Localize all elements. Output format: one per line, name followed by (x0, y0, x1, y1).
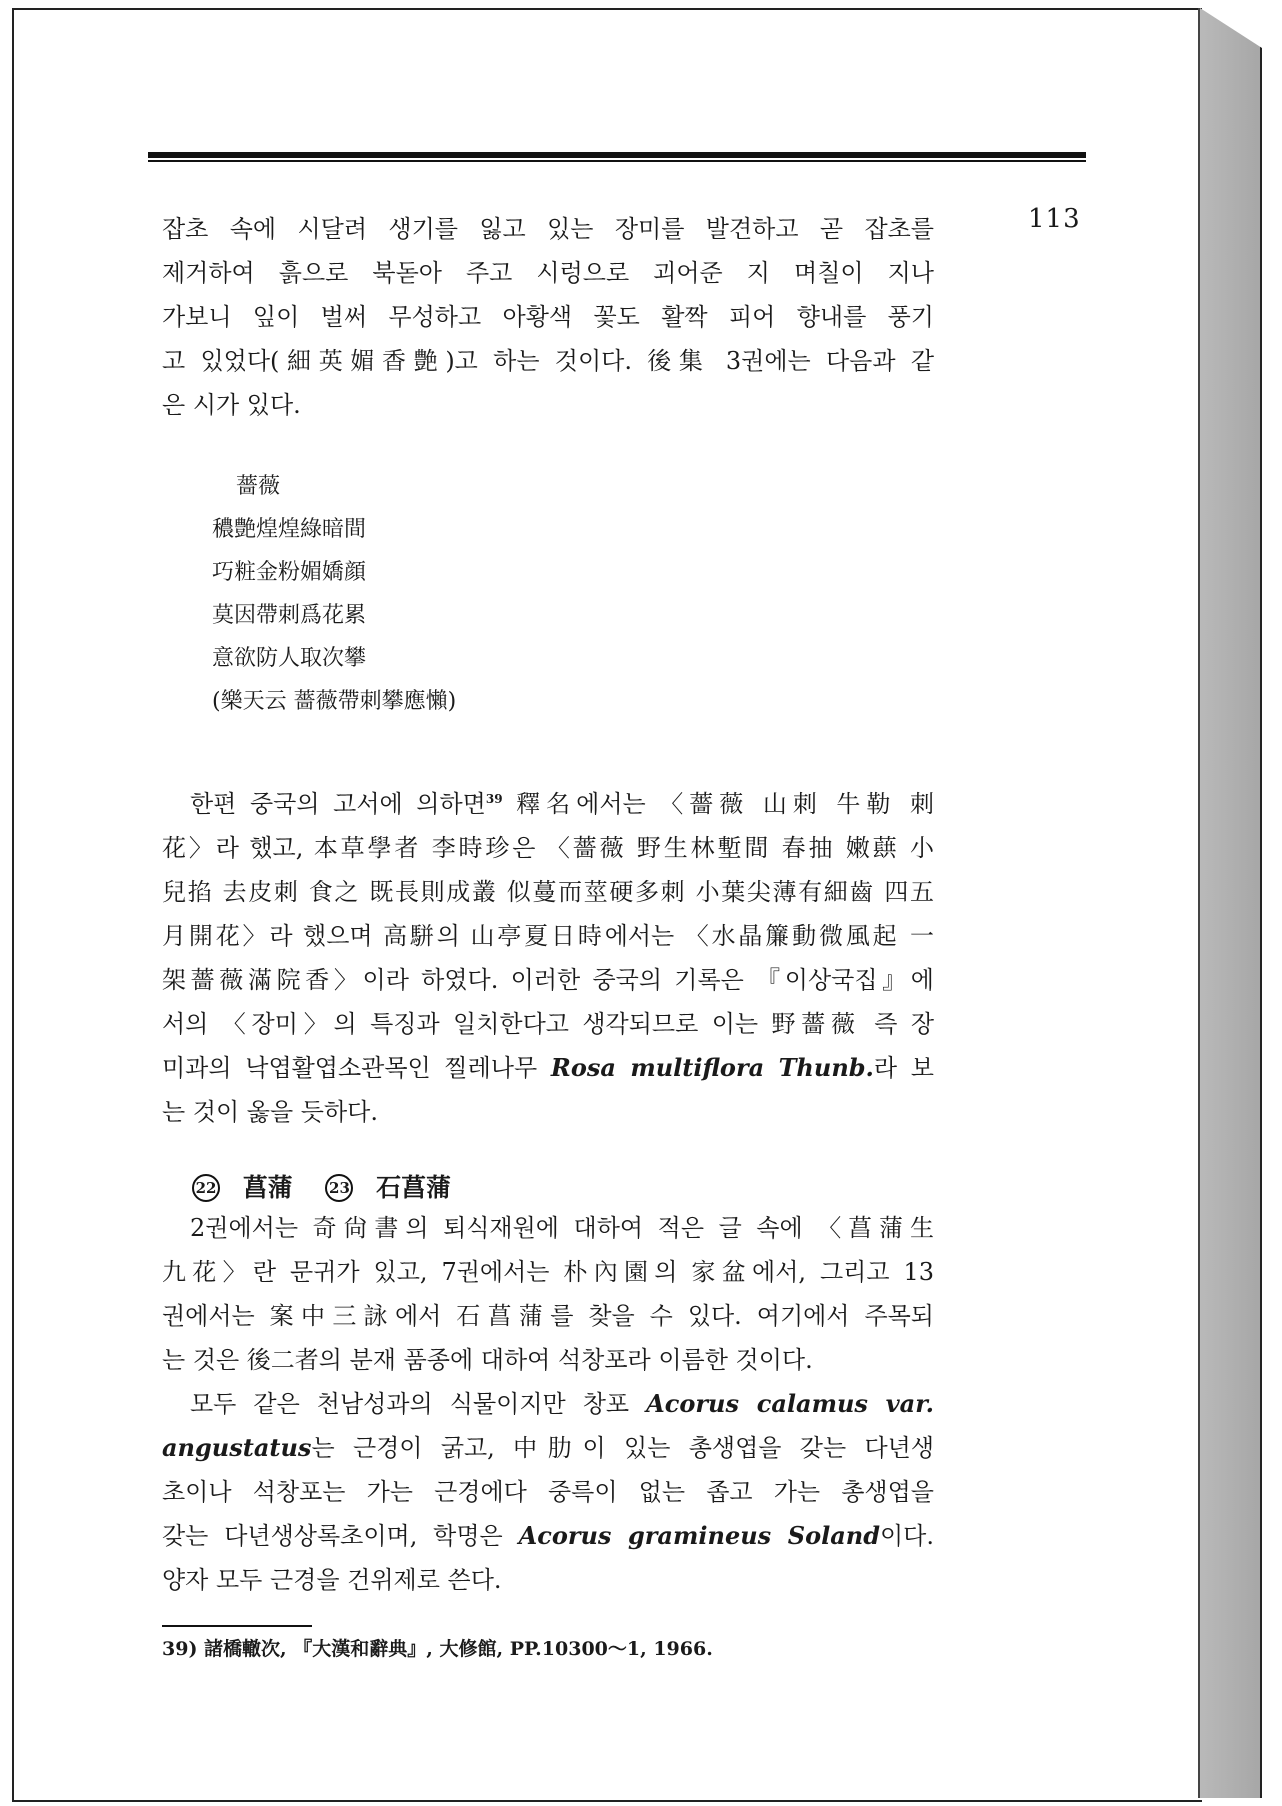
text-line: 는 것은 後二者의 분재 품종에 대하여 석창포라 이름한 것이다. (162, 1346, 813, 1374)
text-line: 권에서는 案中三詠에서 石菖蒲를 찾을 수 있다. 여기에서 주목되 (162, 1302, 934, 1330)
text-line (162, 1514, 934, 1558)
footnote-ref: 39 (485, 792, 503, 806)
text-span: 이다. (880, 1522, 934, 1550)
text-span: 갖는 다년생상록초이며, 학명은 (162, 1522, 519, 1550)
text-line: 架薔薇滿院香〉이라 하였다. 이러한 중국의 기록은 『이상국집』에 (162, 966, 934, 994)
section-heading (192, 1168, 465, 1204)
text-line: 月開花〉라 했으며 高駢의 山亭夏日時에서는 〈水晶簾動微風起 一 (162, 922, 934, 950)
poem-note: (樂天云 薔薇帶刺攀應懶) (212, 689, 457, 714)
text-line (162, 1426, 934, 1470)
footnote-rule (162, 1625, 312, 1627)
text-line: 서의 〈장미〉의 특징과 일치한다고 생각되므로 이는 野薔薇 즉 장 (162, 1010, 934, 1038)
page-edge-line (1198, 8, 1200, 1798)
text-line: 兒掐 去皮刺 食之 既長則成叢 似蔓而莖硬多刺 小葉尖薄有細齒 四五 (162, 878, 934, 906)
poem-line: 巧粧金粉媚嬌顔 (212, 560, 367, 585)
scientific-name: Acorus calamus var. (646, 1389, 934, 1418)
poem-line: 穠艶煌煌綠暗間 (212, 517, 367, 542)
paragraph-4 (162, 1382, 934, 1602)
header-rule-thin (148, 160, 1086, 162)
book-edge (1200, 8, 1262, 1798)
text-line (162, 777, 934, 826)
scientific-name: angustatus (162, 1433, 312, 1462)
text-line: 초이나 석창포는 가는 근경에다 중륵이 없는 좁고 가는 총생엽을 (162, 1478, 934, 1506)
text-line: 2권에서는 奇尙書의 퇴식재원에 대하여 적은 글 속에 〈菖蒲生 (190, 1214, 934, 1242)
text-line: 은 시가 있다. (162, 391, 301, 419)
text-span: 釋名에서는 〈薔薇 山刺 牛勒 刺 (502, 790, 934, 818)
poem-line: 意欲防人取次攀 (212, 646, 367, 671)
poem-line: 莫因帶刺爲花累 (212, 603, 367, 628)
poem-title: 薔薇 (236, 474, 281, 499)
text-line: 양자 모두 근경을 건위제로 쓴다. (162, 1566, 502, 1594)
item-name: 石菖蒲 (376, 1173, 452, 1202)
text-span: 는 근경이 굵고, 中肋이 있는 총생엽을 갖는 다년생 (311, 1434, 934, 1462)
page-number: 113 (1028, 204, 1081, 234)
text-span: 모두 같은 천남성과의 식물이지만 창포 (190, 1390, 647, 1418)
header-rule (148, 152, 1086, 158)
text-line: 제거하여 흙으로 북돋아 주고 시렁으로 괴어준 지 며칠이 지나 (162, 259, 934, 287)
text-line: 고 있었다(細英媚香艶)고 하는 것이다. 後集 3권에는 다음과 같 (162, 347, 934, 375)
poem (212, 465, 456, 723)
text-line: 잡초 속에 시달려 생기를 잃고 있는 장미를 발견하고 곧 잡초를 (162, 215, 934, 243)
footnote: 39) 諸橋轍次, 『大漢和辭典』, 大修館, PP.10300～1, 1966. (162, 1638, 713, 1660)
paragraph-3 (162, 1206, 934, 1382)
item-name: 菖蒲 (242, 1173, 293, 1202)
text-line: 가보니 잎이 벌써 무성하고 아황색 꽃도 활짝 피어 향내를 풍기 (162, 303, 934, 331)
text-line (162, 1046, 934, 1090)
text-span: 한편 중국의 고서에 의하면 (190, 790, 486, 818)
text-line: 花〉라 했고, 本草學者 李時珍은 〈薔薇 野生林塹間 春抽 嫩蕻 小 (162, 834, 934, 862)
item-number: 22 (192, 1174, 220, 1202)
paragraph-1 (162, 207, 934, 427)
scientific-name: Acorus gramineus Soland (518, 1521, 880, 1550)
text-span: 라 보 (873, 1054, 934, 1082)
text-span: 미과의 낙엽활엽소관목인 찔레나무 (162, 1054, 551, 1082)
scientific-name: Rosa multiflora Thunb. (550, 1053, 874, 1082)
item-number: 23 (325, 1174, 353, 1202)
text-line (162, 1382, 934, 1426)
text-line: 九花〉란 문귀가 있고, 7권에서는 朴內園의 家盆에서, 그리고 13 (162, 1258, 934, 1286)
paragraph-2 (162, 777, 934, 1134)
text-line: 는 것이 옳을 듯하다. (162, 1098, 378, 1126)
